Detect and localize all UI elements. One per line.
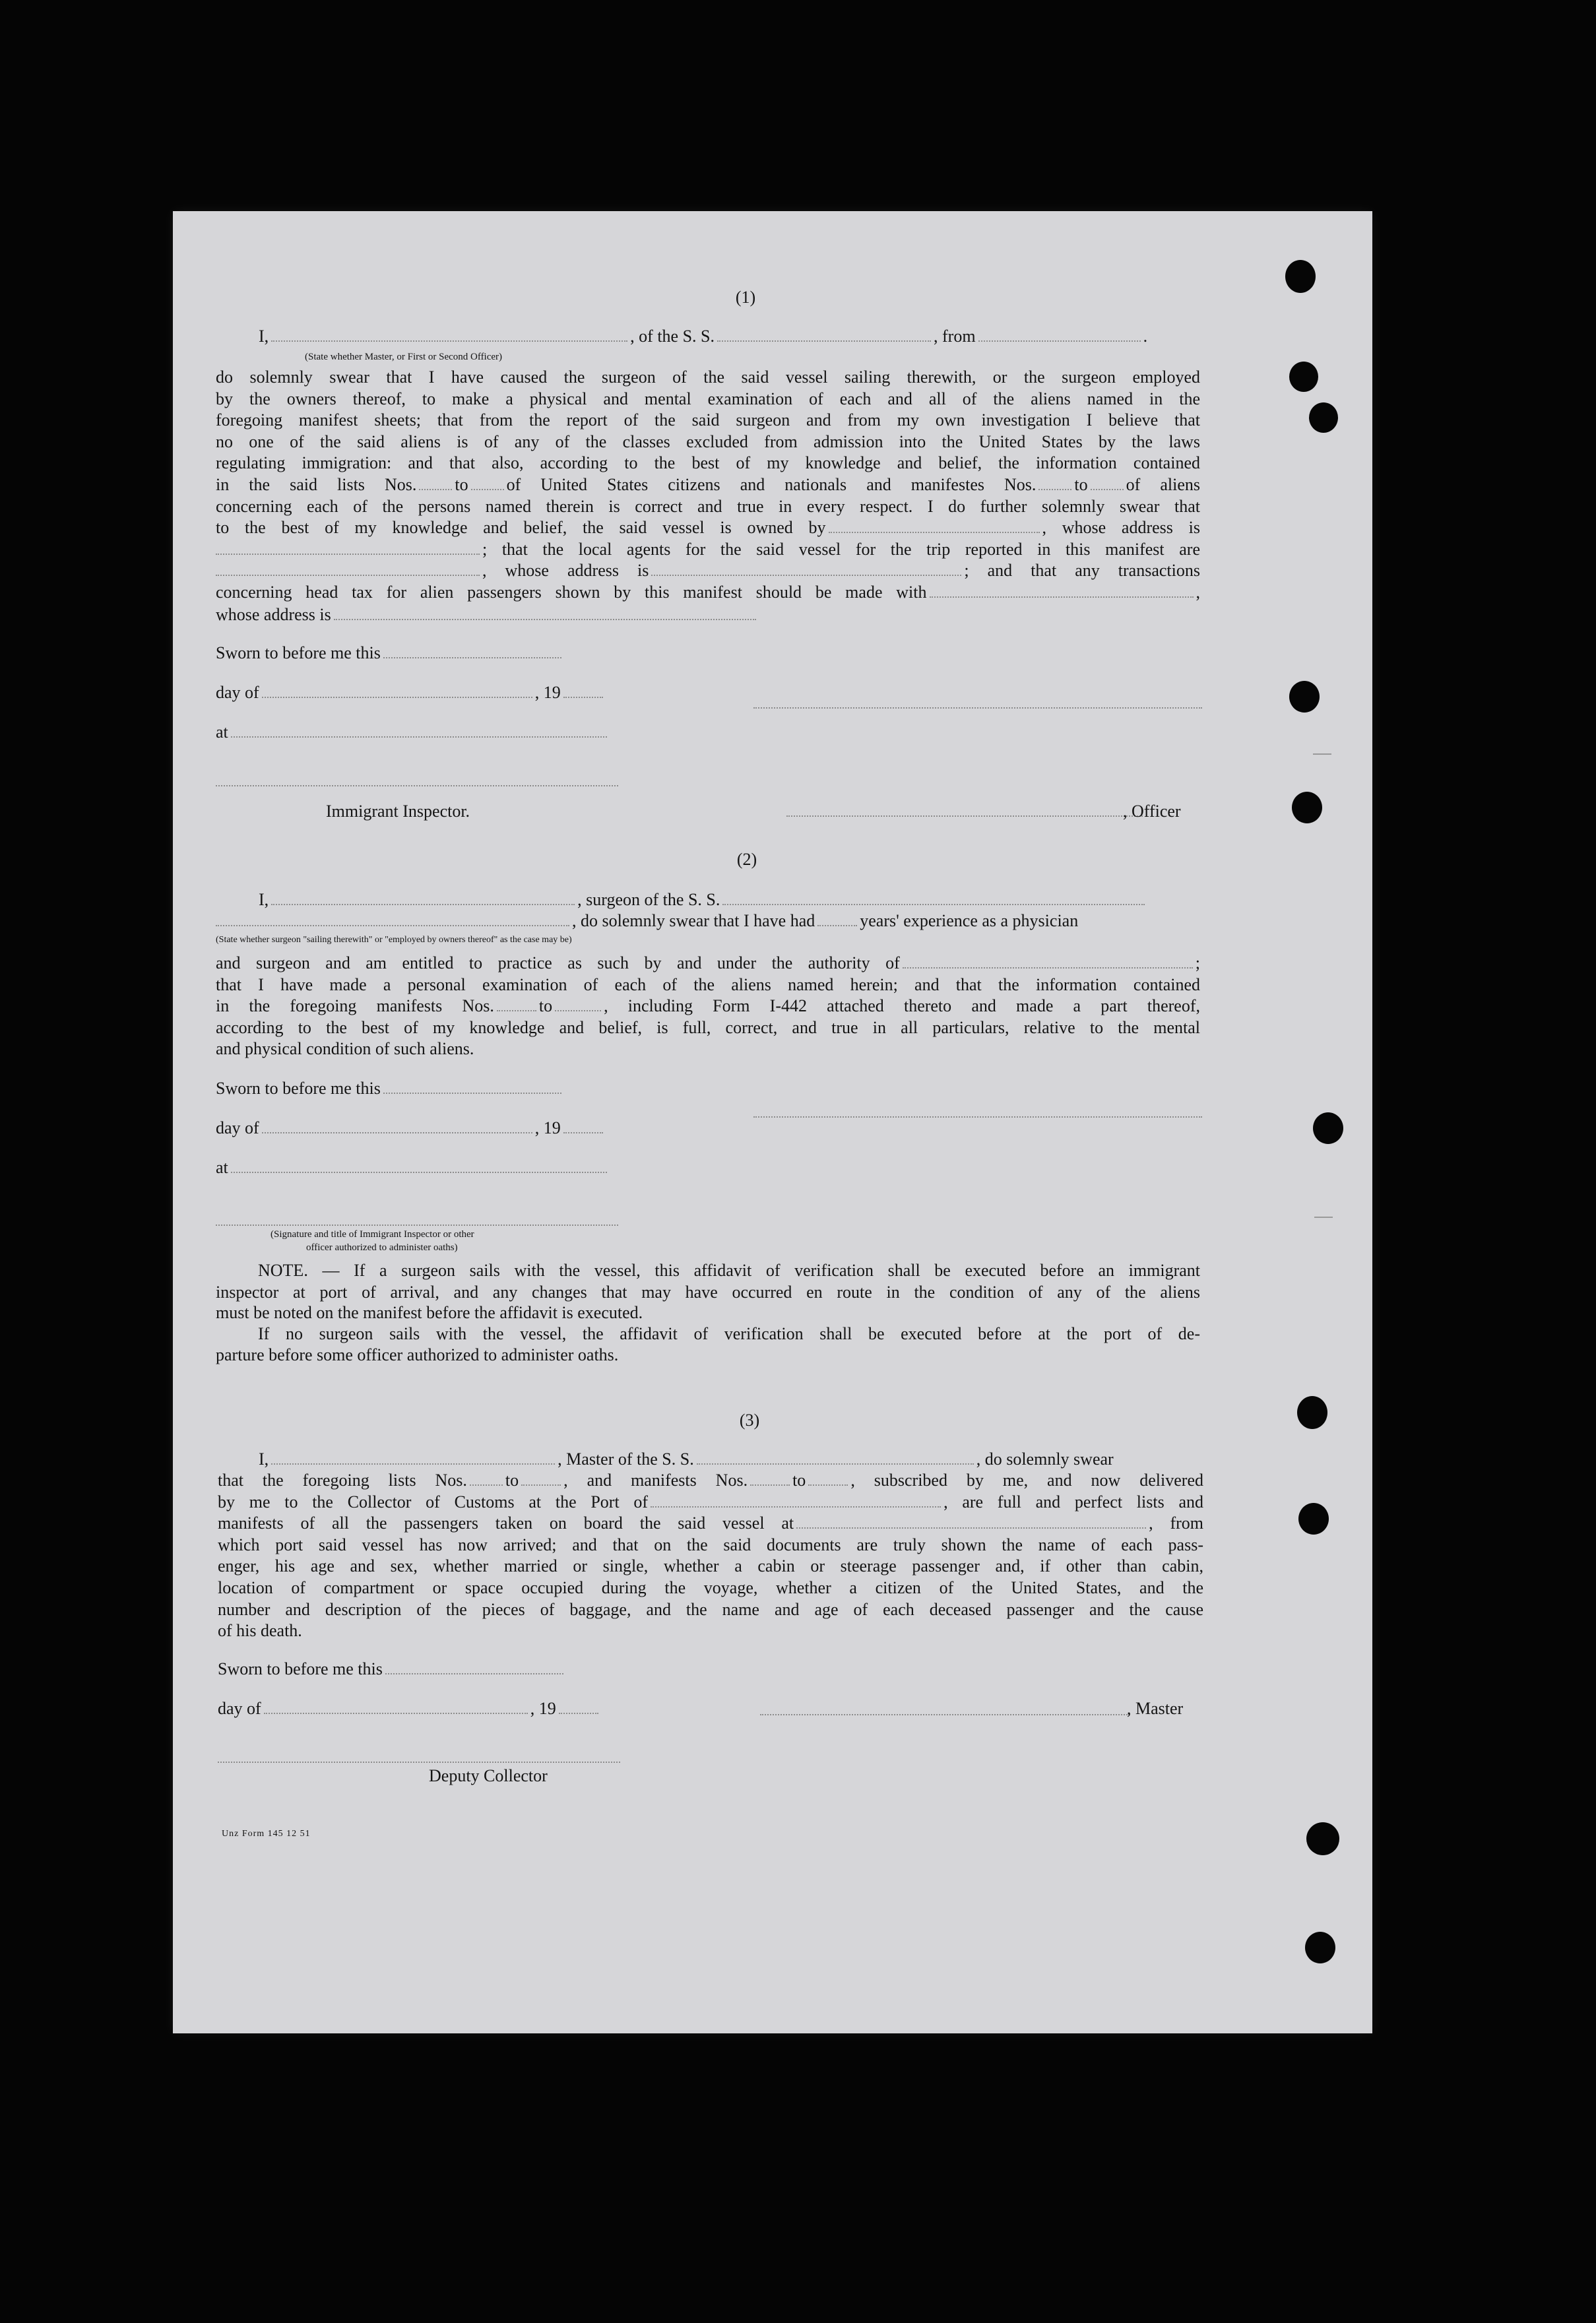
section2-line1: I, , surgeon of the S. S.	[259, 889, 1147, 910]
officer-note: (State whether Master, or First or Second Officer)	[305, 352, 503, 362]
section1-at: at	[216, 722, 610, 743]
section1-paragraph: do solemnly swear that I have caused the surgeon of the said vessel sailing therewith, or the surgeon employed by the owners thereof, to make a physical and mental examination of each and all of the aliens named in the foregoing manifest sheets; that from the report of the said surgeon and from my own investigation I believe that no one of the said aliens is of any of the classes excluded from admission into the United States by the laws regulating immigration: and that also, according to the best of my knowledge and belief, the information contained in the said lists Nos. to of United States citizens and nationals and manifestes Nos. to of aliens concerning each of the persons named therein is correct and true in every respect. I do further solemnly swear that to the best of my knowledge and belief, the said vessel is owned by , whose address is ; that the local agents for the said vessel for the trip reported in this manifest are , whose address is ; and that any transactions concerning head tax for alien passengers shown by this manifest should be made with ,	[216, 367, 1201, 602]
section2-paragraph: and surgeon and am entitled to practice as such by and under the authority of ; that I have made a personal examination of each of the aliens named herein; and that the information contained in the foregoing manifests Nos. to , including Form I-442 attached thereto and made a part thereof, according to the best of my knowledge and belief, is full, correct, and true in all particulars, relative to the mental	[216, 953, 1200, 1037]
section1-line1: I, , of the S. S. , from .	[259, 327, 1148, 346]
master-label: , Master	[1127, 1699, 1184, 1718]
section2-signature-line	[753, 1116, 1202, 1118]
margin-mark	[1314, 1217, 1333, 1218]
punch-hole	[1289, 362, 1318, 392]
section1-officer-line	[786, 815, 1143, 817]
section3-collector-line	[218, 1762, 620, 1763]
section3-last-line: of his death.	[218, 1621, 302, 1640]
section3-line1: I, , Master of the S. S. , do solemnly swear	[259, 1449, 1114, 1469]
note-paragraph: NOTE. — If a surgeon sails with the vessel, this affidavit of verification shall be executed before an immigrant inspector at port of arrival, and any changes that may have occurred en route in the condition of any of the aliens	[216, 1261, 1200, 1302]
section3-master-line	[760, 1714, 1130, 1715]
punch-hole	[1309, 402, 1338, 433]
section-number: (2)	[736, 850, 757, 869]
section1-inspector-line	[216, 785, 618, 786]
section2-inspector-line	[216, 1225, 618, 1226]
section1-address: whose address is	[216, 604, 759, 625]
section3-sworn: Sworn to before me this	[218, 1659, 566, 1680]
note2-last-line: parture before some officer authorized to administer oaths.	[216, 1345, 619, 1364]
margin-mark	[1313, 753, 1331, 755]
section-number: (3)	[739, 1411, 760, 1430]
section1-signature-line	[753, 707, 1202, 709]
section2-sworn: Sworn to before me this	[216, 1078, 564, 1099]
punch-hole	[1285, 260, 1316, 293]
section3-paragraph: that the foregoing lists Nos. to , and manifests Nos. to , subscribed by me, and now delivered by me to the Collector of Customs at the Port of , are full and perfect lists and manifests of all the passengers taken on board the said vessel at , from which port said vessel has now arrived; and that on the said documents are truly shown the name of each pass- enger, his age and sex, whether married or single, whether a cabin or steerage passenger and, if other than cabin, location of compartment or space occupied during the voyage, whether a citizen of the United States, and the number and description of the pieces of baggage, and the name and age of each deceased passenger and the cause	[218, 1471, 1203, 1619]
deputy-collector-label: Deputy Collector	[429, 1766, 548, 1785]
form-number: Unz Form 145 12 51	[222, 1829, 311, 1839]
section1-day: day of , 19	[216, 682, 606, 703]
section1-sworn: Sworn to before me this	[216, 643, 564, 664]
manifest-verification-page	[173, 211, 1372, 2033]
section2-last-line: and physical condition of such aliens.	[216, 1039, 474, 1058]
punch-hole	[1305, 1932, 1335, 1963]
signature-note-2: officer authorized to administer oaths)	[306, 1242, 458, 1253]
surgeon-note: (State whether surgeon "sailing therewith" or "employed by owners thereof" as the case may be)	[216, 935, 572, 945]
section3-day: day of , 19	[218, 1698, 601, 1719]
note2-paragraph: If no surgeon sails with the vessel, the affidavit of verification shall be executed before at the port of de-	[258, 1324, 1200, 1343]
punch-hole	[1292, 792, 1322, 823]
note-last-line: must be noted on the manifest before the affidavit is executed.	[216, 1303, 643, 1322]
punch-hole	[1298, 1503, 1329, 1535]
punch-hole	[1306, 1822, 1339, 1855]
punch-hole	[1313, 1112, 1343, 1144]
section2-day: day of , 19	[216, 1118, 606, 1139]
signature-note-1: (Signature and title of Immigrant Inspector or other	[271, 1229, 474, 1240]
punch-hole	[1289, 681, 1320, 713]
section2-line2: , do solemnly swear that I have had years' experience as a physician	[216, 910, 1078, 932]
section2-at: at	[216, 1157, 610, 1178]
section-number: (1)	[735, 288, 756, 307]
officer-label: , Officer	[1123, 802, 1181, 821]
immigrant-inspector-label: Immigrant Inspector.	[326, 802, 470, 821]
punch-hole	[1297, 1396, 1327, 1429]
